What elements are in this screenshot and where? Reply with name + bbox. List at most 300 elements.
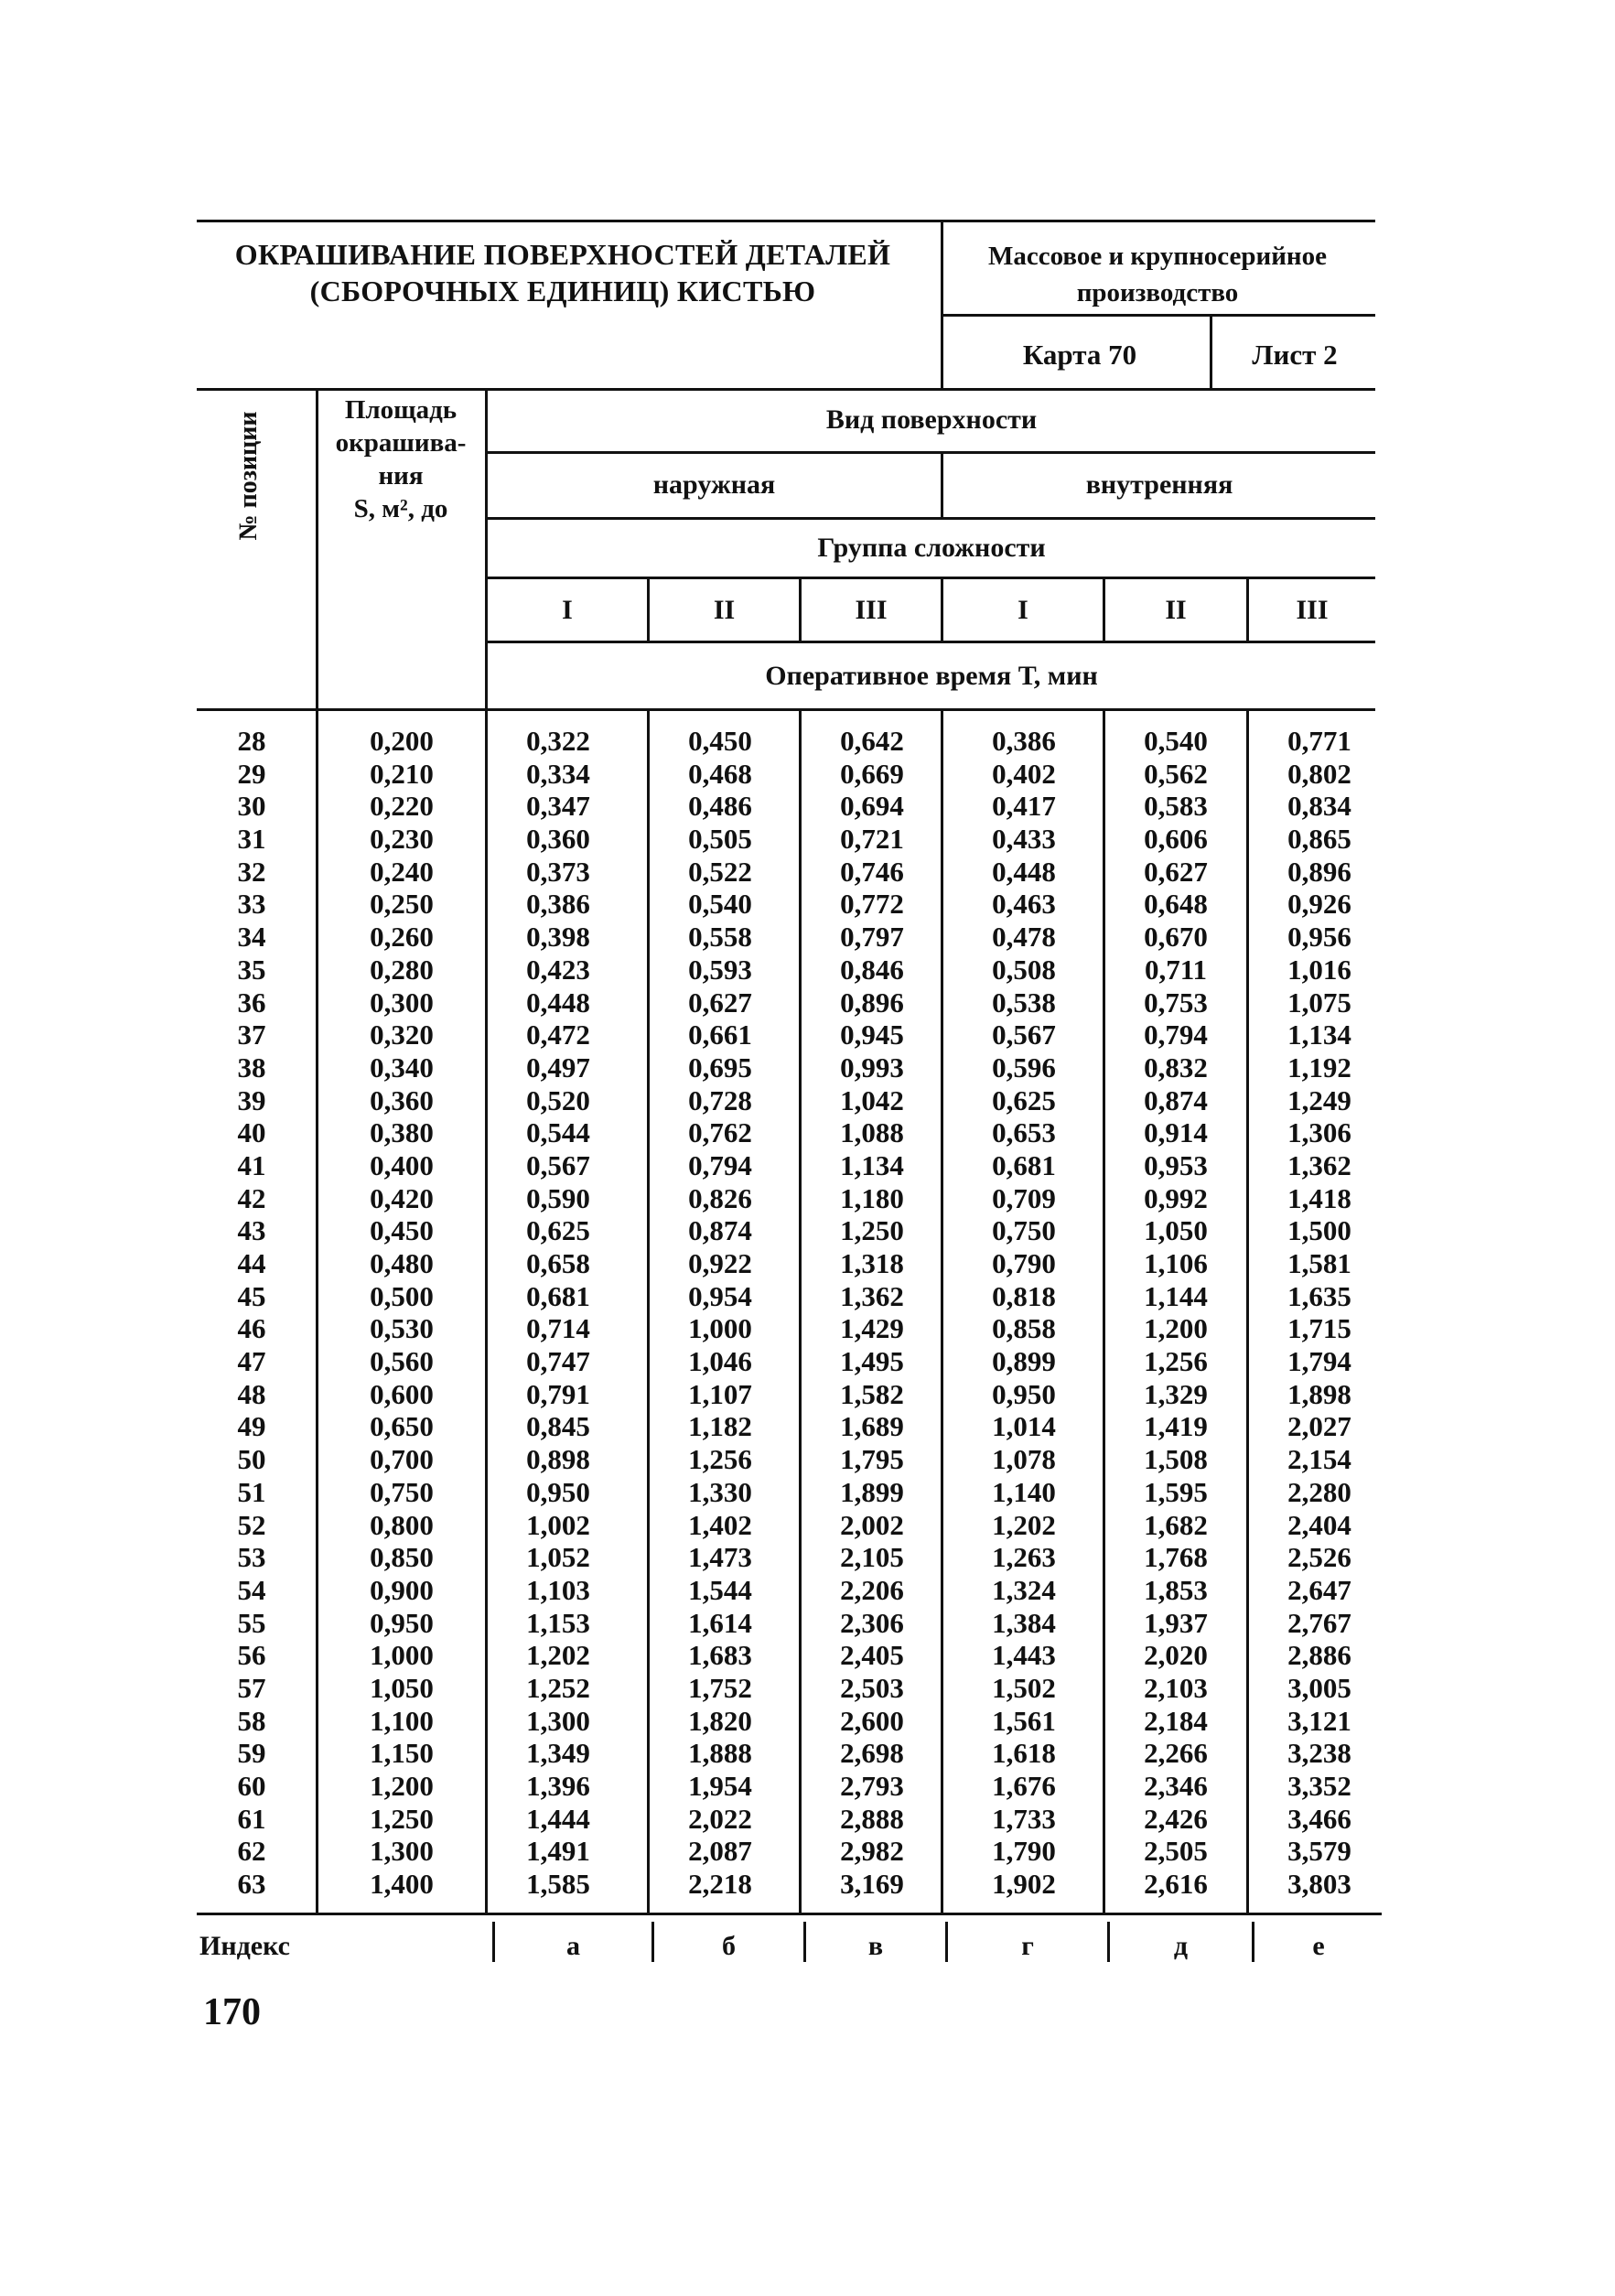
table-cell: 1,362 — [840, 1279, 904, 1312]
table-cell: 0,922 — [688, 1247, 752, 1279]
table-cell: 0,832 — [1144, 1051, 1208, 1083]
table-cell: 31 — [237, 823, 266, 856]
table-cell: 1,249 — [1287, 1083, 1351, 1116]
table-cell: 0,956 — [1287, 921, 1351, 954]
table-cell: 57 — [237, 1671, 266, 1704]
positions-column — [206, 725, 297, 1901]
table-cell: 1,324 — [992, 1573, 1056, 1606]
table-cell: 1,306 — [1287, 1116, 1351, 1149]
table-cell: 1,683 — [688, 1639, 752, 1672]
table-cell: 0,896 — [840, 986, 904, 1019]
table-cell: 2,793 — [840, 1770, 904, 1802]
table-cell: 1,107 — [688, 1377, 752, 1410]
body-divider-3 — [647, 710, 650, 1914]
table-cell: 40 — [237, 1116, 266, 1149]
table-cell: 0,728 — [688, 1083, 752, 1116]
table-cell: 0,347 — [526, 790, 590, 823]
table-cell: 0,845 — [526, 1410, 590, 1443]
body-divider-2 — [485, 710, 488, 1914]
production-line-1: Массовое и крупносерийное — [987, 242, 1328, 271]
body-divider-6 — [1103, 710, 1105, 1914]
table-cell: 1,443 — [992, 1639, 1056, 1672]
table-cell: 0,417 — [992, 790, 1056, 823]
table-cell: 62 — [237, 1835, 266, 1868]
table-cell: 0,747 — [526, 1345, 590, 1378]
table-cell: 0,709 — [992, 1181, 1056, 1214]
table-cell: 0,420 — [370, 1181, 434, 1214]
table-cell: 1,144 — [1144, 1279, 1208, 1312]
index-d: д — [1173, 1931, 1189, 1961]
table-cell: 1,853 — [1144, 1573, 1208, 1606]
table-cell: 0,874 — [688, 1214, 752, 1247]
table-cell: 1,396 — [526, 1770, 590, 1802]
table-cell: 0,478 — [992, 921, 1056, 954]
table-cell: 2,505 — [1144, 1835, 1208, 1868]
inner-header: внутренняя — [1085, 469, 1233, 500]
table-cell: 55 — [237, 1606, 266, 1639]
table-cell: 59 — [237, 1737, 266, 1770]
table-cell: 2,087 — [688, 1835, 752, 1868]
table-cell: 44 — [237, 1247, 266, 1279]
table-cell: 1,300 — [526, 1704, 590, 1737]
table-cell: 2,306 — [840, 1606, 904, 1639]
table-cell: 49 — [237, 1410, 266, 1443]
col-a — [490, 725, 627, 1901]
table-cell: 1,689 — [840, 1410, 904, 1443]
header-bottom-rule — [197, 708, 1375, 711]
index-a: а — [566, 1931, 580, 1961]
table-cell: 0,950 — [370, 1606, 434, 1639]
complexity-group-header: Группа сложности — [817, 533, 1046, 563]
table-cell: 3,579 — [1287, 1835, 1351, 1868]
type-rule — [485, 517, 1375, 520]
table-cell: 0,400 — [370, 1148, 434, 1181]
table-cell: 58 — [237, 1704, 266, 1737]
table-cell: 0,746 — [840, 855, 904, 888]
table-cell: 63 — [237, 1868, 266, 1901]
areas-column — [320, 725, 483, 1901]
title-line-2: (СБОРОЧНЫХ ЕДИНИЦ) КИСТЬЮ — [309, 275, 816, 307]
table-cell: 1,898 — [1287, 1377, 1351, 1410]
table-cell: 1,429 — [840, 1312, 904, 1345]
table-cell: 1,150 — [370, 1737, 434, 1770]
table-cell: 0,540 — [688, 888, 752, 921]
body-divider-4 — [799, 710, 802, 1914]
table-cell: 1,790 — [992, 1835, 1056, 1868]
table-cell: 1,585 — [526, 1868, 590, 1901]
table-cell: 0,700 — [370, 1443, 434, 1476]
table-cell: 0,486 — [688, 790, 752, 823]
table-cell: 0,993 — [840, 1051, 904, 1083]
table-cell: 0,681 — [526, 1279, 590, 1312]
table-cell: 2,526 — [1287, 1541, 1351, 1574]
production-rule — [941, 314, 1375, 317]
table-cell: 1,256 — [1144, 1345, 1208, 1378]
table-cell: 2,184 — [1144, 1704, 1208, 1737]
table-cell: 1,902 — [992, 1868, 1056, 1901]
table-cell: 0,334 — [526, 757, 590, 790]
table-cell: 2,405 — [840, 1639, 904, 1672]
table-cell: 0,450 — [688, 725, 752, 757]
table-cell: 51 — [237, 1475, 266, 1508]
table-cell: 1,046 — [688, 1345, 752, 1378]
table-cell: 0,850 — [370, 1541, 434, 1574]
table-cell: 1,050 — [1144, 1214, 1208, 1247]
table-cell: 1,502 — [992, 1671, 1056, 1704]
table-cell: 2,027 — [1287, 1410, 1351, 1443]
table-cell: 1,544 — [688, 1573, 752, 1606]
table-cell: 1,888 — [688, 1737, 752, 1770]
table-cell: 1,103 — [526, 1573, 590, 1606]
page-number: 170 — [203, 1991, 261, 2033]
table-cell: 34 — [237, 921, 266, 954]
table-cell: 0,681 — [992, 1148, 1056, 1181]
table-cell: 0,562 — [1144, 757, 1208, 790]
table-cell: 0,790 — [992, 1247, 1056, 1279]
table-cell: 29 — [237, 757, 266, 790]
table-cell: 1,180 — [840, 1181, 904, 1214]
table-cell: 0,210 — [370, 757, 434, 790]
table-cell: 3,238 — [1287, 1737, 1351, 1770]
table-cell: 0,250 — [370, 888, 434, 921]
table-cell: 1,419 — [1144, 1410, 1208, 1443]
table-cell: 1,000 — [688, 1312, 752, 1345]
table-cell: 1,088 — [840, 1116, 904, 1149]
table-cell: 1,614 — [688, 1606, 752, 1639]
table-cell: 0,818 — [992, 1279, 1056, 1312]
table-cell: 1,820 — [688, 1704, 752, 1737]
table-cell: 0,898 — [526, 1443, 590, 1476]
table-cell: 33 — [237, 888, 266, 921]
table-cell: 0,538 — [992, 986, 1056, 1019]
table-cell: 1,561 — [992, 1704, 1056, 1737]
position-header: № позиции — [234, 411, 263, 541]
table-cell: 1,715 — [1287, 1312, 1351, 1345]
table-cell: 0,600 — [370, 1377, 434, 1410]
table-cell: 0,926 — [1287, 888, 1351, 921]
table-cell: 56 — [237, 1639, 266, 1672]
table-cell: 2,346 — [1144, 1770, 1208, 1802]
table-cell: 0,711 — [1144, 953, 1208, 986]
table-cell: 1,508 — [1144, 1443, 1208, 1476]
table-cell: 39 — [237, 1083, 266, 1116]
table-cell: 0,402 — [992, 757, 1056, 790]
table-cell: 1,495 — [840, 1345, 904, 1378]
table-cell: 1,192 — [1287, 1051, 1351, 1083]
table-cell: 0,480 — [370, 1247, 434, 1279]
table-cell: 0,658 — [526, 1247, 590, 1279]
table-cell: 0,791 — [526, 1377, 590, 1410]
body-divider-1 — [316, 710, 318, 1914]
table-cell: 3,352 — [1287, 1770, 1351, 1802]
table-cell: 0,448 — [526, 986, 590, 1019]
table-cell: 0,540 — [1144, 725, 1208, 757]
table-cell: 0,468 — [688, 757, 752, 790]
table-cell: 1,682 — [1144, 1508, 1208, 1541]
surface-type-header: Вид поверхности — [825, 404, 1038, 435]
table-cell: 1,256 — [688, 1443, 752, 1476]
table-cell: 0,771 — [1287, 725, 1351, 757]
table-cell: 0,874 — [1144, 1083, 1208, 1116]
table-cell: 1,794 — [1287, 1345, 1351, 1378]
table-cell: 0,797 — [840, 921, 904, 954]
table-cell: 0,950 — [992, 1377, 1056, 1410]
table-cell: 3,121 — [1287, 1704, 1351, 1737]
table-cell: 1,349 — [526, 1737, 590, 1770]
table-cell: 2,002 — [840, 1508, 904, 1541]
table-cell: 1,106 — [1144, 1247, 1208, 1279]
table-cell: 0,508 — [992, 953, 1056, 986]
index-b: б — [722, 1931, 736, 1961]
table-cell: 2,103 — [1144, 1671, 1208, 1704]
table-cell: 1,263 — [992, 1541, 1056, 1574]
table-cell: 0,380 — [370, 1116, 434, 1149]
table-cell: 60 — [237, 1770, 266, 1802]
table-cell: 1,595 — [1144, 1475, 1208, 1508]
table-cell: 0,593 — [688, 953, 752, 986]
top-rule — [197, 220, 1375, 222]
table-cell: 0,648 — [1144, 888, 1208, 921]
table-cell: 0,497 — [526, 1051, 590, 1083]
table-cell: 2,647 — [1287, 1573, 1351, 1606]
table-cell: 1,582 — [840, 1377, 904, 1410]
table-cell: 0,398 — [526, 921, 590, 954]
table-cell: 2,404 — [1287, 1508, 1351, 1541]
table-cell: 1,618 — [992, 1737, 1056, 1770]
table-cell: 1,202 — [526, 1639, 590, 1672]
table-cell: 1,318 — [840, 1247, 904, 1279]
table-cell: 2,767 — [1287, 1606, 1351, 1639]
table-cell: 2,218 — [688, 1868, 752, 1901]
col-d — [1107, 725, 1244, 1901]
table-cell: 0,544 — [526, 1116, 590, 1149]
table-cell: 0,386 — [526, 888, 590, 921]
table-cell: 2,426 — [1144, 1802, 1208, 1835]
table-cell: 0,858 — [992, 1312, 1056, 1345]
table-cell: 0,900 — [370, 1573, 434, 1606]
table-cell: 0,230 — [370, 823, 434, 856]
table-cell: 1,250 — [370, 1802, 434, 1835]
table-cell: 2,022 — [688, 1802, 752, 1835]
table-cell: 1,078 — [992, 1443, 1056, 1476]
table-cell: 0,846 — [840, 953, 904, 986]
table-cell: 0,200 — [370, 725, 434, 757]
table-cell: 1,202 — [992, 1508, 1056, 1541]
table-cell: 0,240 — [370, 855, 434, 888]
table-cell: 0,472 — [526, 1019, 590, 1051]
table-cell: 0,567 — [526, 1148, 590, 1181]
table-cell: 0,642 — [840, 725, 904, 757]
table-cell: 2,266 — [1144, 1737, 1208, 1770]
table-cell: 0,558 — [688, 921, 752, 954]
table-cell: 0,802 — [1287, 757, 1351, 790]
card-divider — [1210, 316, 1212, 390]
table-cell: 30 — [237, 790, 266, 823]
table-cell: 1,330 — [688, 1475, 752, 1508]
table-cell: 0,661 — [688, 1019, 752, 1051]
table-cell: 0,992 — [1144, 1181, 1208, 1214]
table-cell: 0,954 — [688, 1279, 752, 1312]
table-cell: 2,105 — [840, 1541, 904, 1574]
table-cell: 0,322 — [526, 725, 590, 757]
index-g: г — [1021, 1931, 1034, 1961]
table-cell: 1,153 — [526, 1606, 590, 1639]
table-cell: 0,300 — [370, 986, 434, 1019]
table-cell: 1,500 — [1287, 1214, 1351, 1247]
table-cell: 1,252 — [526, 1671, 590, 1704]
table-cell: 0,794 — [688, 1148, 752, 1181]
table-cell: 0,834 — [1287, 790, 1351, 823]
group-i-inner: I — [1017, 595, 1028, 625]
table-cell: 1,491 — [526, 1835, 590, 1868]
surface-rule — [485, 451, 1375, 454]
table-cell: 1,795 — [840, 1443, 904, 1476]
table-cell: 42 — [237, 1181, 266, 1214]
title-line-1: ОКРАШИВАНИЕ ПОВЕРХНОСТЕЙ ДЕТАЛЕЙ — [234, 238, 891, 271]
table-cell: 0,560 — [370, 1345, 434, 1378]
table-cell: 1,134 — [840, 1148, 904, 1181]
table-cell: 1,733 — [992, 1802, 1056, 1835]
table-cell: 0,794 — [1144, 1019, 1208, 1051]
table-cell: 2,616 — [1144, 1868, 1208, 1901]
table-cell: 1,473 — [688, 1541, 752, 1574]
table-cell: 1,937 — [1144, 1606, 1208, 1639]
table-cell: 1,329 — [1144, 1377, 1208, 1410]
index-e: е — [1312, 1931, 1325, 1961]
table-cell: 1,100 — [370, 1704, 434, 1737]
table-cell: 1,752 — [688, 1671, 752, 1704]
table-cell: 2,280 — [1287, 1475, 1351, 1508]
table-cell: 0,750 — [992, 1214, 1056, 1247]
table-cell: 1,899 — [840, 1475, 904, 1508]
table-cell: 0,567 — [992, 1019, 1056, 1051]
table-cell: 1,402 — [688, 1508, 752, 1541]
table-cell: 0,669 — [840, 757, 904, 790]
col-g — [945, 725, 1103, 1901]
group-ii-outer: II — [713, 595, 736, 625]
table-cell: 2,886 — [1287, 1639, 1351, 1672]
body-divider-5 — [941, 710, 943, 1914]
table-cell: 35 — [237, 953, 266, 986]
table-cell: 1,250 — [840, 1214, 904, 1247]
table-cell: 0,625 — [992, 1083, 1056, 1116]
table-cell: 0,423 — [526, 953, 590, 986]
table-cell: 0,800 — [370, 1508, 434, 1541]
table-top-rule — [197, 388, 1375, 391]
table-cell: 2,206 — [840, 1573, 904, 1606]
table-cell: 2,698 — [840, 1737, 904, 1770]
table-cell: 0,522 — [688, 855, 752, 888]
table-cell: 1,000 — [370, 1639, 434, 1672]
table-cell: 0,320 — [370, 1019, 434, 1051]
card-number: Карта 70 — [1022, 339, 1137, 371]
table-cell: 3,169 — [840, 1868, 904, 1901]
table-cell: 1,016 — [1287, 953, 1351, 986]
group-rule — [485, 577, 1375, 579]
table-cell: 2,154 — [1287, 1443, 1351, 1476]
table-cell: 0,500 — [370, 1279, 434, 1312]
table-cell: 0,896 — [1287, 855, 1351, 888]
table-cell: 1,581 — [1287, 1247, 1351, 1279]
table-cell: 0,340 — [370, 1051, 434, 1083]
table-cell: 0,627 — [688, 986, 752, 1019]
col-v — [803, 725, 941, 1901]
table-cell: 0,280 — [370, 953, 434, 986]
outer-header: наружная — [652, 469, 776, 500]
index-v: в — [867, 1931, 884, 1961]
table-cell: 0,750 — [370, 1475, 434, 1508]
table-cell: 0,721 — [840, 823, 904, 856]
table-cell: 1,134 — [1287, 1019, 1351, 1051]
table-cell: 1,200 — [1144, 1312, 1208, 1345]
table-cell: 36 — [237, 986, 266, 1019]
table-cell: 1,052 — [526, 1541, 590, 1574]
table-cell: 0,505 — [688, 823, 752, 856]
table-cell: 1,444 — [526, 1802, 590, 1835]
table-cell: 1,400 — [370, 1868, 434, 1901]
table-cell: 1,140 — [992, 1475, 1056, 1508]
table-cell: 0,627 — [1144, 855, 1208, 888]
table-cell: 1,676 — [992, 1770, 1056, 1802]
table-cell: 1,182 — [688, 1410, 752, 1443]
table-cell: 0,714 — [526, 1312, 590, 1345]
table-cell: 0,865 — [1287, 823, 1351, 856]
table-cell: 0,360 — [526, 823, 590, 856]
table-cell: 54 — [237, 1573, 266, 1606]
production-type — [942, 238, 1373, 311]
group-iii-inner: III — [1296, 595, 1329, 625]
table-cell: 3,005 — [1287, 1671, 1351, 1704]
table-cell: 2,020 — [1144, 1639, 1208, 1672]
table-cell: 0,625 — [526, 1214, 590, 1247]
table-cell: 0,653 — [992, 1116, 1056, 1149]
group-i-outer: I — [562, 595, 573, 625]
table-cell: 61 — [237, 1802, 266, 1835]
table-cell: 1,014 — [992, 1410, 1056, 1443]
table-cell: 1,362 — [1287, 1148, 1351, 1181]
table-cell: 0,650 — [370, 1410, 434, 1443]
table-cell: 0,583 — [1144, 790, 1208, 823]
table-cell: 2,503 — [840, 1671, 904, 1704]
index-label: Индекс — [199, 1931, 290, 1961]
table-cell: 50 — [237, 1443, 266, 1476]
table-cell: 0,953 — [1144, 1148, 1208, 1181]
table-cell: 0,448 — [992, 855, 1056, 888]
table-cell: 0,590 — [526, 1181, 590, 1214]
table-cell: 1,635 — [1287, 1279, 1351, 1312]
table-cell: 2,982 — [840, 1835, 904, 1868]
area-header: Площадь окрашива- ния S, м², до — [335, 395, 467, 523]
group-ii-inner: II — [1165, 595, 1187, 625]
table-cell: 0,520 — [526, 1083, 590, 1116]
table-cell: 1,042 — [840, 1083, 904, 1116]
table-cell: 2,600 — [840, 1704, 904, 1737]
table-cell: 0,762 — [688, 1116, 752, 1149]
table-cell: 3,803 — [1287, 1868, 1351, 1901]
table-cell: 0,826 — [688, 1181, 752, 1214]
page-title — [197, 236, 929, 309]
body-divider-7 — [1246, 710, 1249, 1914]
sheet-number: Лист 2 — [1252, 339, 1338, 371]
table-cell: 1,050 — [370, 1671, 434, 1704]
table-cell: 37 — [237, 1019, 266, 1051]
col-e — [1251, 725, 1388, 1901]
table-cell: 1,075 — [1287, 986, 1351, 1019]
table-cell: 2,888 — [840, 1802, 904, 1835]
table-cell: 41 — [237, 1148, 266, 1181]
table-cell: 43 — [237, 1214, 266, 1247]
operative-time-header: Оперативное время Т, мин — [765, 661, 1098, 691]
